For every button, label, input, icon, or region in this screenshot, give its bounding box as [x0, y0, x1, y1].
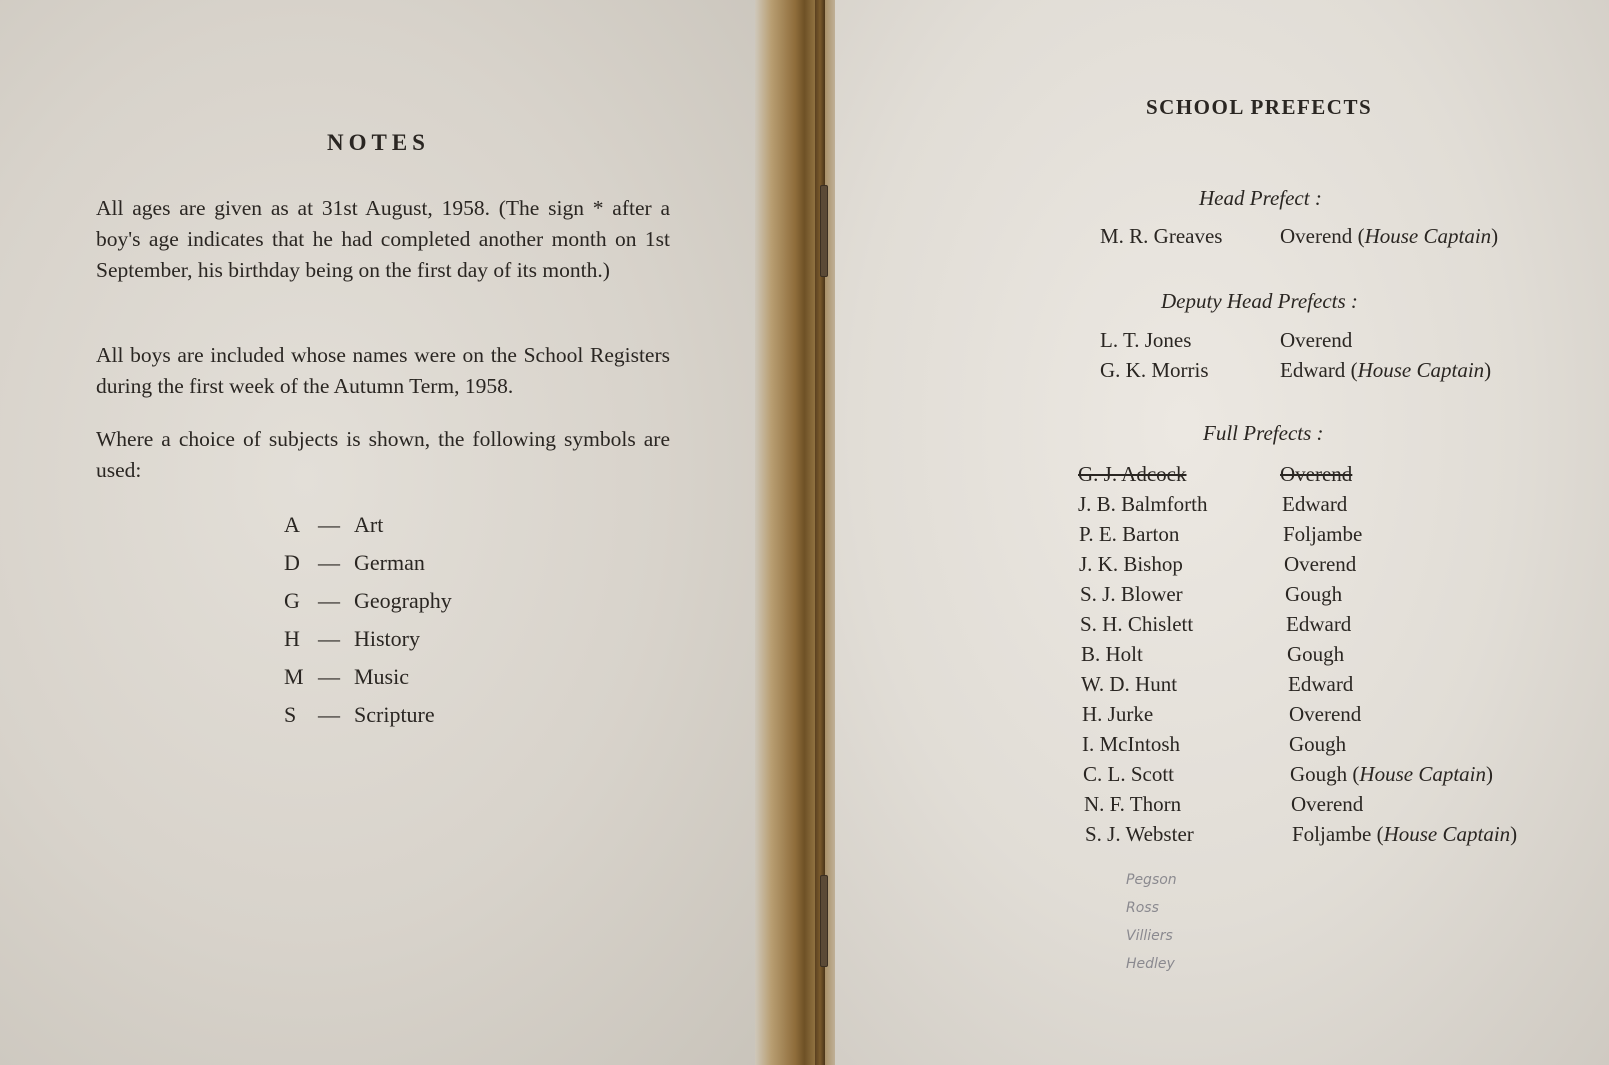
- symbol-row: [284, 704, 544, 742]
- symbol-row: [284, 514, 544, 552]
- prefect-house: Overend: [1289, 702, 1362, 726]
- prefect-house: Overend: [1280, 328, 1353, 352]
- notes-paragraph-ages: All ages are given as at 31st August, 1958. (The sign * after a boy's age indicates that he had completed another month on 1st September, his birthday being on the first day of its month.): [96, 196, 670, 282]
- prefect-name: I. McIntosh: [1082, 732, 1180, 756]
- symbol-letter: A: [284, 512, 300, 537]
- handwritten-line: Pegson: [1126, 872, 1177, 888]
- head-prefect-label: Head Prefect :: [1199, 186, 1322, 210]
- handwritten-line: Villiers: [1126, 928, 1173, 944]
- prefect-name: W. D. Hunt: [1081, 672, 1178, 696]
- staple-top: [820, 185, 828, 277]
- book-spine: [755, 0, 845, 1065]
- prefect-name: S. J. Blower: [1080, 582, 1183, 606]
- symbol-subject: Art: [354, 512, 384, 537]
- symbol-letter: H: [284, 626, 300, 651]
- subject-symbols-list: [284, 514, 544, 742]
- notes-paragraph-registers: All boys are included whose names were on the School Registers during the first week of the Autumn Term, 1958.: [96, 343, 670, 398]
- prefect-house: Overend: [1284, 552, 1357, 576]
- symbol-letter: G: [284, 588, 300, 613]
- handwritten-line: Hedley: [1126, 956, 1175, 972]
- symbol-dash: —: [318, 512, 340, 537]
- prefect-name: B. Holt: [1081, 642, 1143, 666]
- staple-bottom: [820, 875, 828, 967]
- symbol-dash: —: [318, 550, 340, 575]
- prefect-house: Gough: [1289, 732, 1347, 756]
- symbol-subject: German: [354, 550, 425, 575]
- prefect-name: G. K. Morris: [1100, 358, 1209, 382]
- prefect-house: Edward: [1282, 492, 1348, 516]
- prefect-house: Edward: [1286, 612, 1352, 636]
- symbol-row: [284, 628, 544, 666]
- prefect-name: S. J. Webster: [1085, 822, 1194, 846]
- handwritten-line: Ross: [1126, 900, 1159, 916]
- prefect-house: Overend (House Captain): [1280, 224, 1499, 248]
- prefect-house: Gough: [1287, 642, 1345, 666]
- prefect-name: S. H. Chislett: [1080, 612, 1194, 636]
- symbol-dash: —: [318, 626, 340, 651]
- prefect-name: J. K. Bishop: [1079, 552, 1183, 576]
- prefect-name: G. J. Adcock: [1078, 462, 1187, 486]
- symbol-letter: S: [284, 702, 297, 727]
- symbol-subject: Scripture: [354, 702, 435, 727]
- prefect-house: Overend: [1280, 462, 1353, 486]
- prefect-name: P. E. Barton: [1079, 522, 1180, 546]
- prefect-name: J. B. Balmforth: [1078, 492, 1208, 516]
- symbol-subject: Music: [354, 664, 409, 689]
- symbol-letter: M: [284, 664, 304, 689]
- full-prefects-label: Full Prefects :: [1203, 421, 1324, 445]
- prefect-name: C. L. Scott: [1083, 762, 1175, 786]
- symbol-dash: —: [318, 664, 340, 689]
- prefect-house: Edward (House Captain): [1280, 358, 1492, 382]
- prefect-name: L. T. Jones: [1100, 328, 1192, 352]
- prefect-name: N. F. Thorn: [1084, 792, 1182, 816]
- symbol-row: [284, 552, 544, 590]
- prefect-house: Gough (House Captain): [1290, 762, 1494, 786]
- prefects-title: SCHOOL PREFECTS: [1146, 95, 1373, 119]
- symbol-row: [284, 590, 544, 628]
- symbol-dash: —: [318, 588, 340, 613]
- prefect-house: Gough: [1285, 582, 1343, 606]
- notes-paragraph-symbols: Where a choice of subjects is shown, the following symbols are used:: [96, 427, 670, 482]
- symbol-dash: —: [318, 702, 340, 727]
- prefect-name: M. R. Greaves: [1100, 224, 1223, 248]
- prefect-house: Edward: [1288, 672, 1354, 696]
- notes-title: NOTES: [327, 130, 430, 155]
- deputy-head-prefects-label: Deputy Head Prefects :: [1161, 289, 1358, 313]
- symbol-row: [284, 666, 544, 704]
- prefect-house: Overend: [1291, 792, 1364, 816]
- symbol-subject: History: [354, 626, 420, 651]
- prefect-name: H. Jurke: [1082, 702, 1154, 726]
- symbol-subject: Geography: [354, 588, 452, 613]
- prefect-house: Foljambe (House Captain): [1292, 822, 1518, 846]
- symbol-letter: D: [284, 550, 300, 575]
- prefect-house: Foljambe: [1283, 522, 1363, 546]
- handwritten-notes: [1126, 866, 1246, 978]
